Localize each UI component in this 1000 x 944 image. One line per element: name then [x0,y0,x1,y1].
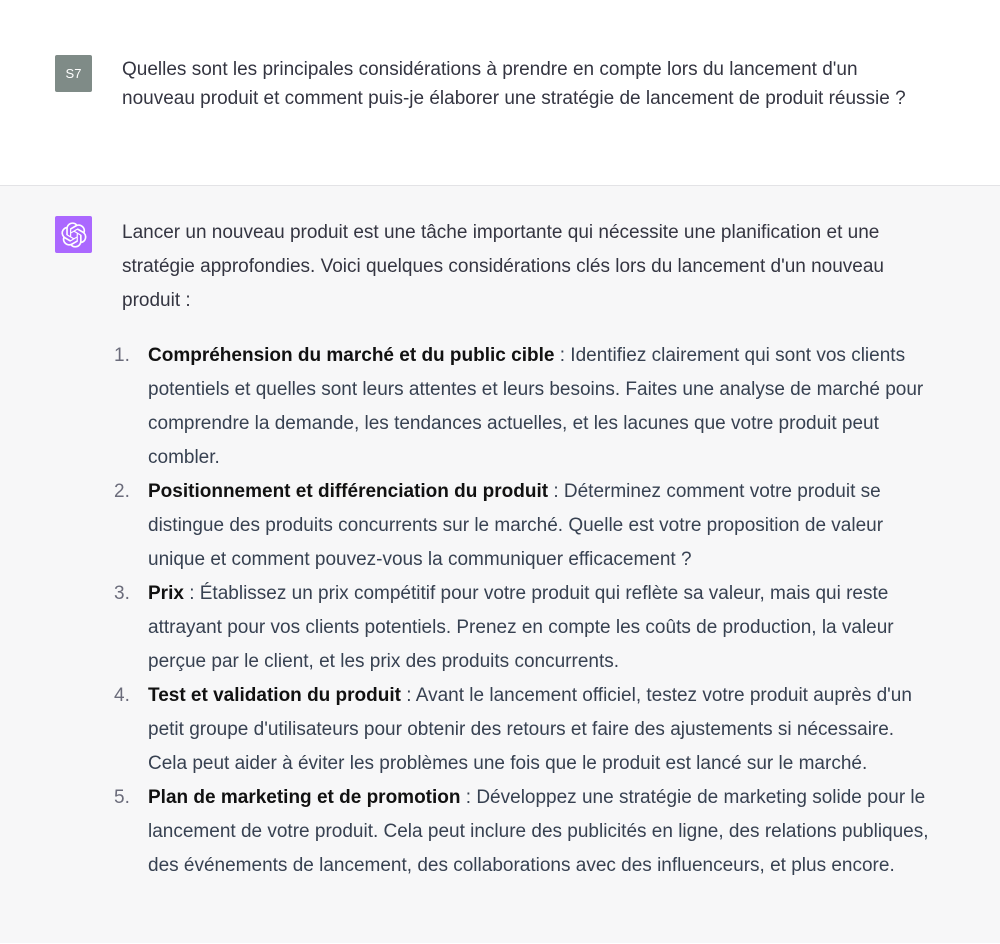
list-item-term: Plan de marketing et de promotion [148,787,461,808]
assistant-intro: Lancer un nouveau produit est une tâche importante qui nécessite une planification et une stratégie approfondies. Voici quelques considérations clés lors du lancement d'un nouveau produit : [122,222,885,311]
list-item [114,679,932,781]
list-item [114,339,932,475]
list-item [114,577,932,679]
list-item-number: 2. [114,481,130,502]
user-avatar: S7 [55,55,92,92]
list-item-term: Test et validation du produit [148,685,401,706]
list-item-number: 5. [114,787,130,808]
openai-logo-icon [55,216,92,253]
list-item-text: : Développez une stratégie de marketing solide pour le lancement de votre produit. Cela peut inclure des publicités en ligne, des relations publiques, des événements de lancement, des collaborations avec des influenceurs, et plus encore. [148,787,929,876]
list-item-term: Positionnement et différenciation du produit [148,481,549,502]
considerations-list [114,339,932,883]
list-item-text: : Établissez un prix compétitif pour votre produit qui reflète sa valeur, mais qui reste attrayant pour vos clients potentiels. Prenez en compte les coûts de production, la valeur perçue par le client, et les prix des produits concurrents. [148,583,894,672]
user-message [0,0,1000,186]
assistant-message-content [114,216,932,883]
list-item-term: Compréhension du marché et du public cible [148,345,555,366]
list-item [114,475,932,577]
list-item-text: : Avant le lancement officiel, testez votre produit auprès d'un petit groupe d'utilisateurs pour obtenir des retours et faire des ajustements si nécessaire. Cela peut aider à éviter les problèmes une fois que le produit est lancé sur le marché. [148,685,912,774]
list-item-number: 1. [114,345,130,366]
list-item-text: : Déterminez comment votre produit se distingue des produits concurrents sur le marché. Quelle est votre proposition de valeur unique et comment pouvez-vous la communiquer efficacement ? [148,481,884,570]
list-item-text: : Identifiez clairement qui sont vos clients potentiels et quelles sont leurs attentes et leurs besoins. Faites une analyse de marché pour comprendre la demande, les tendances actuelles, et les lacunes que votre produit peut combler. [148,345,924,468]
assistant-message [0,186,1000,943]
list-item-number: 3. [114,583,130,604]
list-item-number: 4. [114,685,130,706]
user-message-text: Quelles sont les principales considérations à prendre en compte lors du lancement d'un nouveau produit et comment puis-je élaborer une stratégie de lancement de produit réussie ? [122,59,906,109]
list-item [114,781,932,883]
list-item-term: Prix [148,583,184,604]
